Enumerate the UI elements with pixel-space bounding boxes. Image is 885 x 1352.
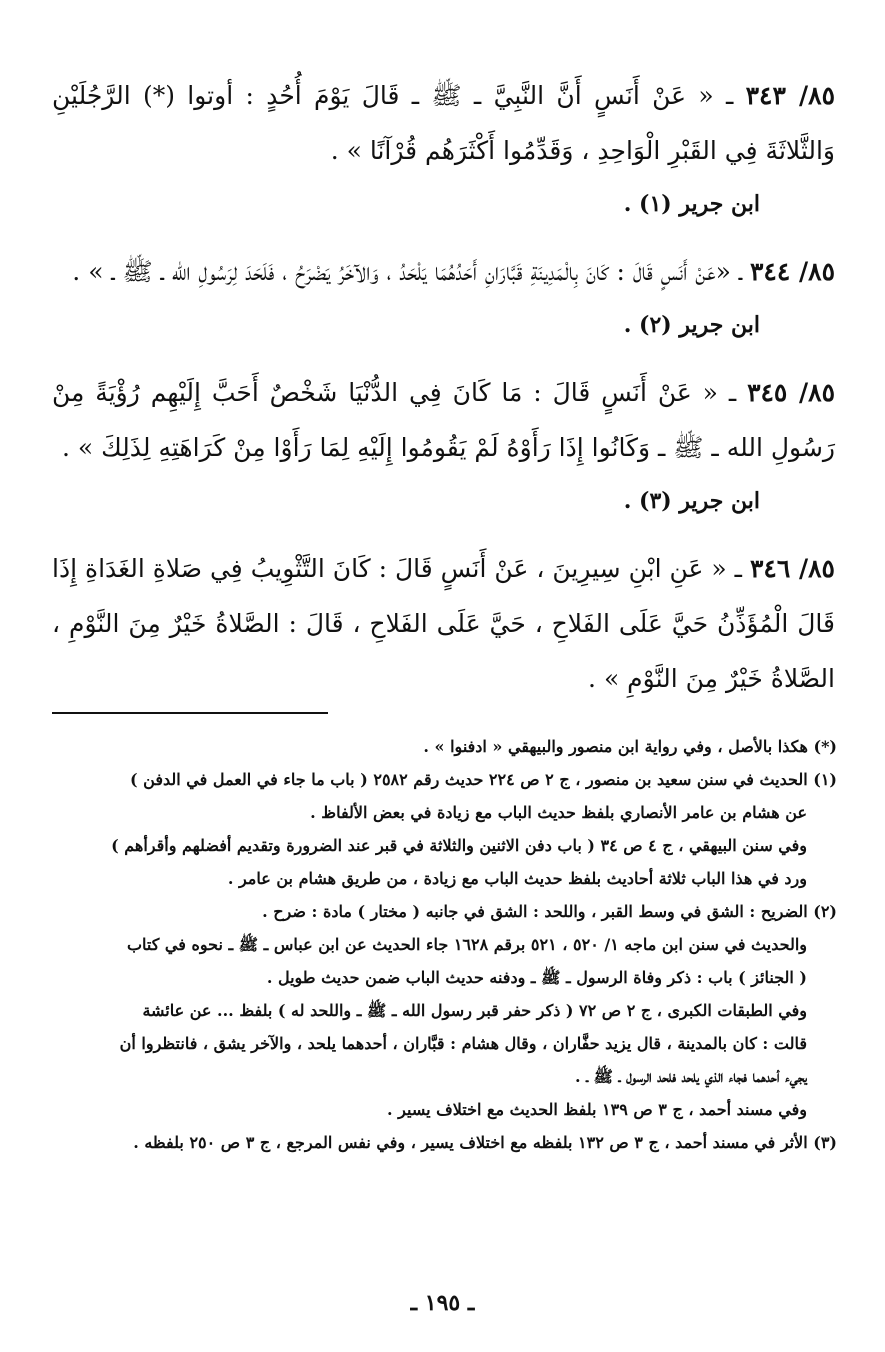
footnote-line: ( الجنائز ) باب : ذكر وفاة الرسول ـ ﷺ ـ ودفنه حديث الباب ضمن حديث طويل . — [266, 968, 807, 987]
footnote-line: وفي سنن البيهقي ، ج ٤ ص ٣٤ ( باب دفن الاثنين والثلاثة في قبر عند الضرورة وتقديم أفضلهم وأقرأهم ) — [111, 836, 807, 855]
hadith-346 — [52, 541, 835, 706]
hadith-344 — [52, 244, 835, 299]
footnote-line: وفي مسند أحمد ، ج ٣ ص ١٣٩ بلفظ الحديث مع اختلاف يسير . — [387, 1100, 807, 1119]
footnote-line: (١) الحديث في سنن سعيد بن منصور ، ج ٢ ص ٢٢٤ حديث رقم ٢٥٨٢ ( باب ما جاء في العمل في الدفن ) — [130, 770, 837, 789]
hadith-number: ٨٥/ ٣٤٣ — [745, 81, 835, 110]
footnote-line: (٣) الأثر في مسند أحمد ، ج ٣ ص ١٣٢ بلفظه مع اختلاف يسير ، وفي نفس المرجع ، ج ٣ ص ٢٥٠ بلفظه . — [133, 1133, 837, 1152]
hadith-text: ـ « عَنِ ابْنِ سِيرِينَ ، عَنْ أَنَسٍ قَالَ : كَانَ التَّثْوِيبُ فِي صَلاةِ الغَدَاةِ إِذَا قَالَ الْمُؤَذِّنُ حَيَّ عَلَى الفَلاحِ ، حَيَّ عَلَى الفَلاحِ ، قَالَ : الصَّلاةُ خَيْرٌ مِنَ النَّوْمِ ، الصَّلاةُ خَيْرٌ مِنَ النَّوْمِ » . — [52, 554, 835, 693]
footnote-divider — [52, 712, 328, 714]
hadith-number: ٨٥/ ٣٤٦ — [749, 554, 835, 583]
footnote-3 — [52, 1126, 837, 1159]
page-number: ـ ١٩٥ ـ — [410, 1290, 475, 1316]
hadith-source: ابن جرير (٣) . — [623, 488, 760, 514]
footnote-line: والحديث في سنن ابن ماجه ١/ ٥٢٠ ، ٥٢١ برقم ١٦٢٨ جاء الحديث عن ابن عباس ـ ﷺ ـ نحوه في كتاب — [126, 935, 807, 954]
footnote-1 — [52, 763, 837, 895]
hadith-number: ٨٥/ ٣٤٥ — [747, 378, 836, 407]
hadith-number: ٨٥/ ٣٤٤ — [750, 257, 835, 286]
hadith-source: ابن جرير (٢) . — [623, 312, 760, 338]
hadith-text: ـ «عَنْ أَنَسٍ قَالَ : كَانَ بِالْمَدِينَةِ قَبَّارَانِ أَحَدُهُمَا يَلْحَدُ ، وَالآخَرُ يَضْرَحُ ، فَلَحَدَ لِرَسُولِ الله ـ ﷺ ـ » . — [72, 257, 743, 286]
footnote-line: وفي الطبقات الكبرى ، ج ٢ ص ٧٢ ( ذكر حفر قبر رسول الله ـ ﷺ ـ واللحد له ) بلفظ ... عن عائشة — [142, 1001, 807, 1020]
footnotes — [52, 730, 837, 1159]
footnote-line: (*) هكذا بالأصل ، وفي رواية ابن منصور والبيهقي « ادفنوا » . — [423, 737, 837, 756]
hadith-343 — [52, 68, 835, 178]
hadith-source: ابن جرير (١) . — [623, 191, 760, 217]
footnote-asterisk — [52, 730, 837, 763]
footnote-2 — [52, 895, 837, 1126]
hadith-text: ـ « عَنْ أَنَسٍ قَالَ : مَا كَانَ فِي الدُّنْيَا شَخْصٌ أَحَبَّ إِلَيْهِم رُؤْيَةً مِنْ رَسُولِ الله ـ ﷺ ـ وَكَانُوا إِذَا رَأَوْهُ لَمْ يَقُومُوا إِلَيْهِ لِمَا رَأَوْا مِنْ كَرَاهَتِهِ لِذَلِكَ » . — [52, 378, 835, 462]
footnote-line: قالت : كان بالمدينة ، قال يزيد حفَّاران ، وقال هشام : قبَّاران ، أحدهما يلحد ، والآخر يشق ، فانتظروا أن — [119, 1034, 807, 1053]
footnote-line: ورد في هذا الباب ثلاثة أحاديث بلفظ حديث الباب مع زيادة ، من طريق هشام بن عامر . — [227, 869, 807, 888]
hadith-345 — [52, 365, 835, 475]
hadith-text: ـ « عَنْ أَنَسٍ أَنَّ النَّبِيَّ ـ ﷺ ـ قَالَ يَوْمَ أُحُدٍ : أوتوا (*) الرَّجُلَيْنِ وَالثَّلاثَةَ فِي القَبْرِ الْوَاحِدِ ، وَقَدِّمُوا أَكْثَرَهُم قُرْآنًا » . — [52, 81, 835, 165]
footnote-line: يجيء أحدهما فجاء الذي يلحد فلحد الرسول ـ ﷺ ـ . — [574, 1067, 807, 1086]
footnote-line: عن هشام بن عامر الأنصاري بلفظ حديث الباب مع زيادة في بعض الألفاظ . — [310, 803, 807, 822]
hadith-section — [52, 68, 835, 706]
footnote-line: (٢) الضريح : الشق في وسط القبر ، واللحد : الشق في جانبه ( مختار ) مادة : ضرح . — [262, 902, 837, 921]
